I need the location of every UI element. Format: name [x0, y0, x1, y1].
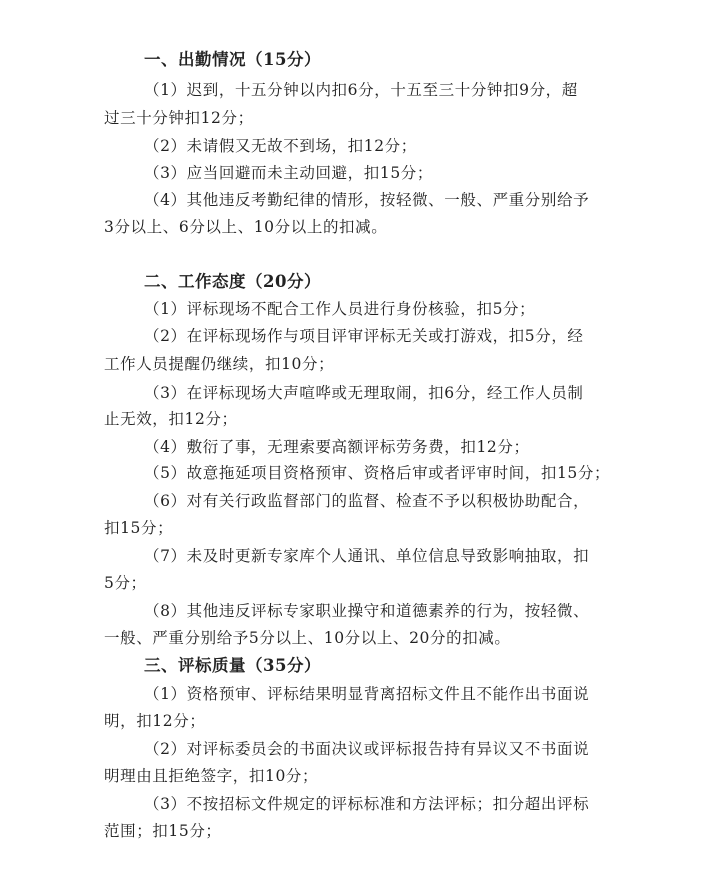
quality-item-2-line-1: （2）对评标委员会的书面决议或评标报告持有异议又不书面说 [144, 740, 590, 758]
attitude-item-8-line-1: （8）其他违反评标专家职业操守和道德素养的行为，按轻微、 [144, 602, 590, 620]
attitude-item-2-line-2: 工作人员提醒仍继续，扣10分； [104, 355, 335, 373]
attitude-item-3-line-1: （3）在评标现场大声喧哗或无理取闹，扣6分，经工作人员制 [144, 384, 584, 402]
attitude-item-1: （1）评标现场不配合工作人员进行身份核验，扣5分； [144, 300, 536, 318]
quality-item-1-line-1: （1）资格预审、评标结果明显背离招标文件且不能作出书面说 [144, 685, 590, 703]
attitude-item-2-line-1: （2）在评标现场作与项目评审评标无关或打游戏，扣5分，经 [144, 327, 584, 345]
attitude-item-4: （4）敷衍了事，无理索要高额评标劳务费，扣12分； [144, 438, 530, 456]
section-heading-attitude: 二、工作态度（20分） [144, 272, 321, 291]
quality-item-3-line-2: 范围；扣15分； [104, 822, 222, 840]
attitude-item-8-line-2: 一般、严重分别给予5分以上、10分以上、20分的扣减。 [104, 629, 511, 647]
quality-item-2-line-2: 明理由且拒绝签字，扣10分； [104, 767, 319, 785]
attitude-item-6-line-1: （6）对有关行政监督部门的监督、检查不予以积极协助配合， [144, 492, 590, 510]
attendance-item-1-line-1: （1）迟到，十五分钟以内扣6分，十五至三十分钟扣9分，超 [144, 81, 578, 99]
attendance-item-3: （3）应当回避而未主动回避，扣15分； [144, 164, 433, 182]
section-heading-quality: 三、评标质量（35分） [144, 656, 321, 675]
attendance-item-1-line-2: 过三十分钟扣12分； [104, 109, 254, 127]
attitude-item-5: （5）故意拖延项目资格预审、资格后审或者评审时间，扣15分； [144, 464, 611, 482]
attitude-item-3-line-2: 止无效，扣12分； [104, 410, 238, 428]
attitude-item-7-line-1: （7）未及时更新专家库个人通讯、单位信息导致影响抽取，扣 [144, 547, 590, 565]
attendance-item-4-line-1: （4）其他违反考勤纪律的情形，按轻微、一般、严重分别给予 [144, 191, 590, 209]
attitude-item-7-line-2: 5分； [104, 574, 147, 592]
section-heading-attendance: 一、出勤情况（15分） [144, 50, 321, 69]
attendance-item-4-line-2: 3分以上、6分以上、10分以上的扣减。 [104, 218, 388, 236]
quality-item-3-line-1: （3）不按招标文件规定的评标标准和方法评标；扣分超出评标 [144, 795, 590, 813]
attitude-item-6-line-2: 扣15分； [104, 519, 174, 537]
attendance-item-2: （2）未请假又无故不到场，扣12分； [144, 137, 417, 155]
quality-item-1-line-2: 明，扣12分； [104, 712, 206, 730]
